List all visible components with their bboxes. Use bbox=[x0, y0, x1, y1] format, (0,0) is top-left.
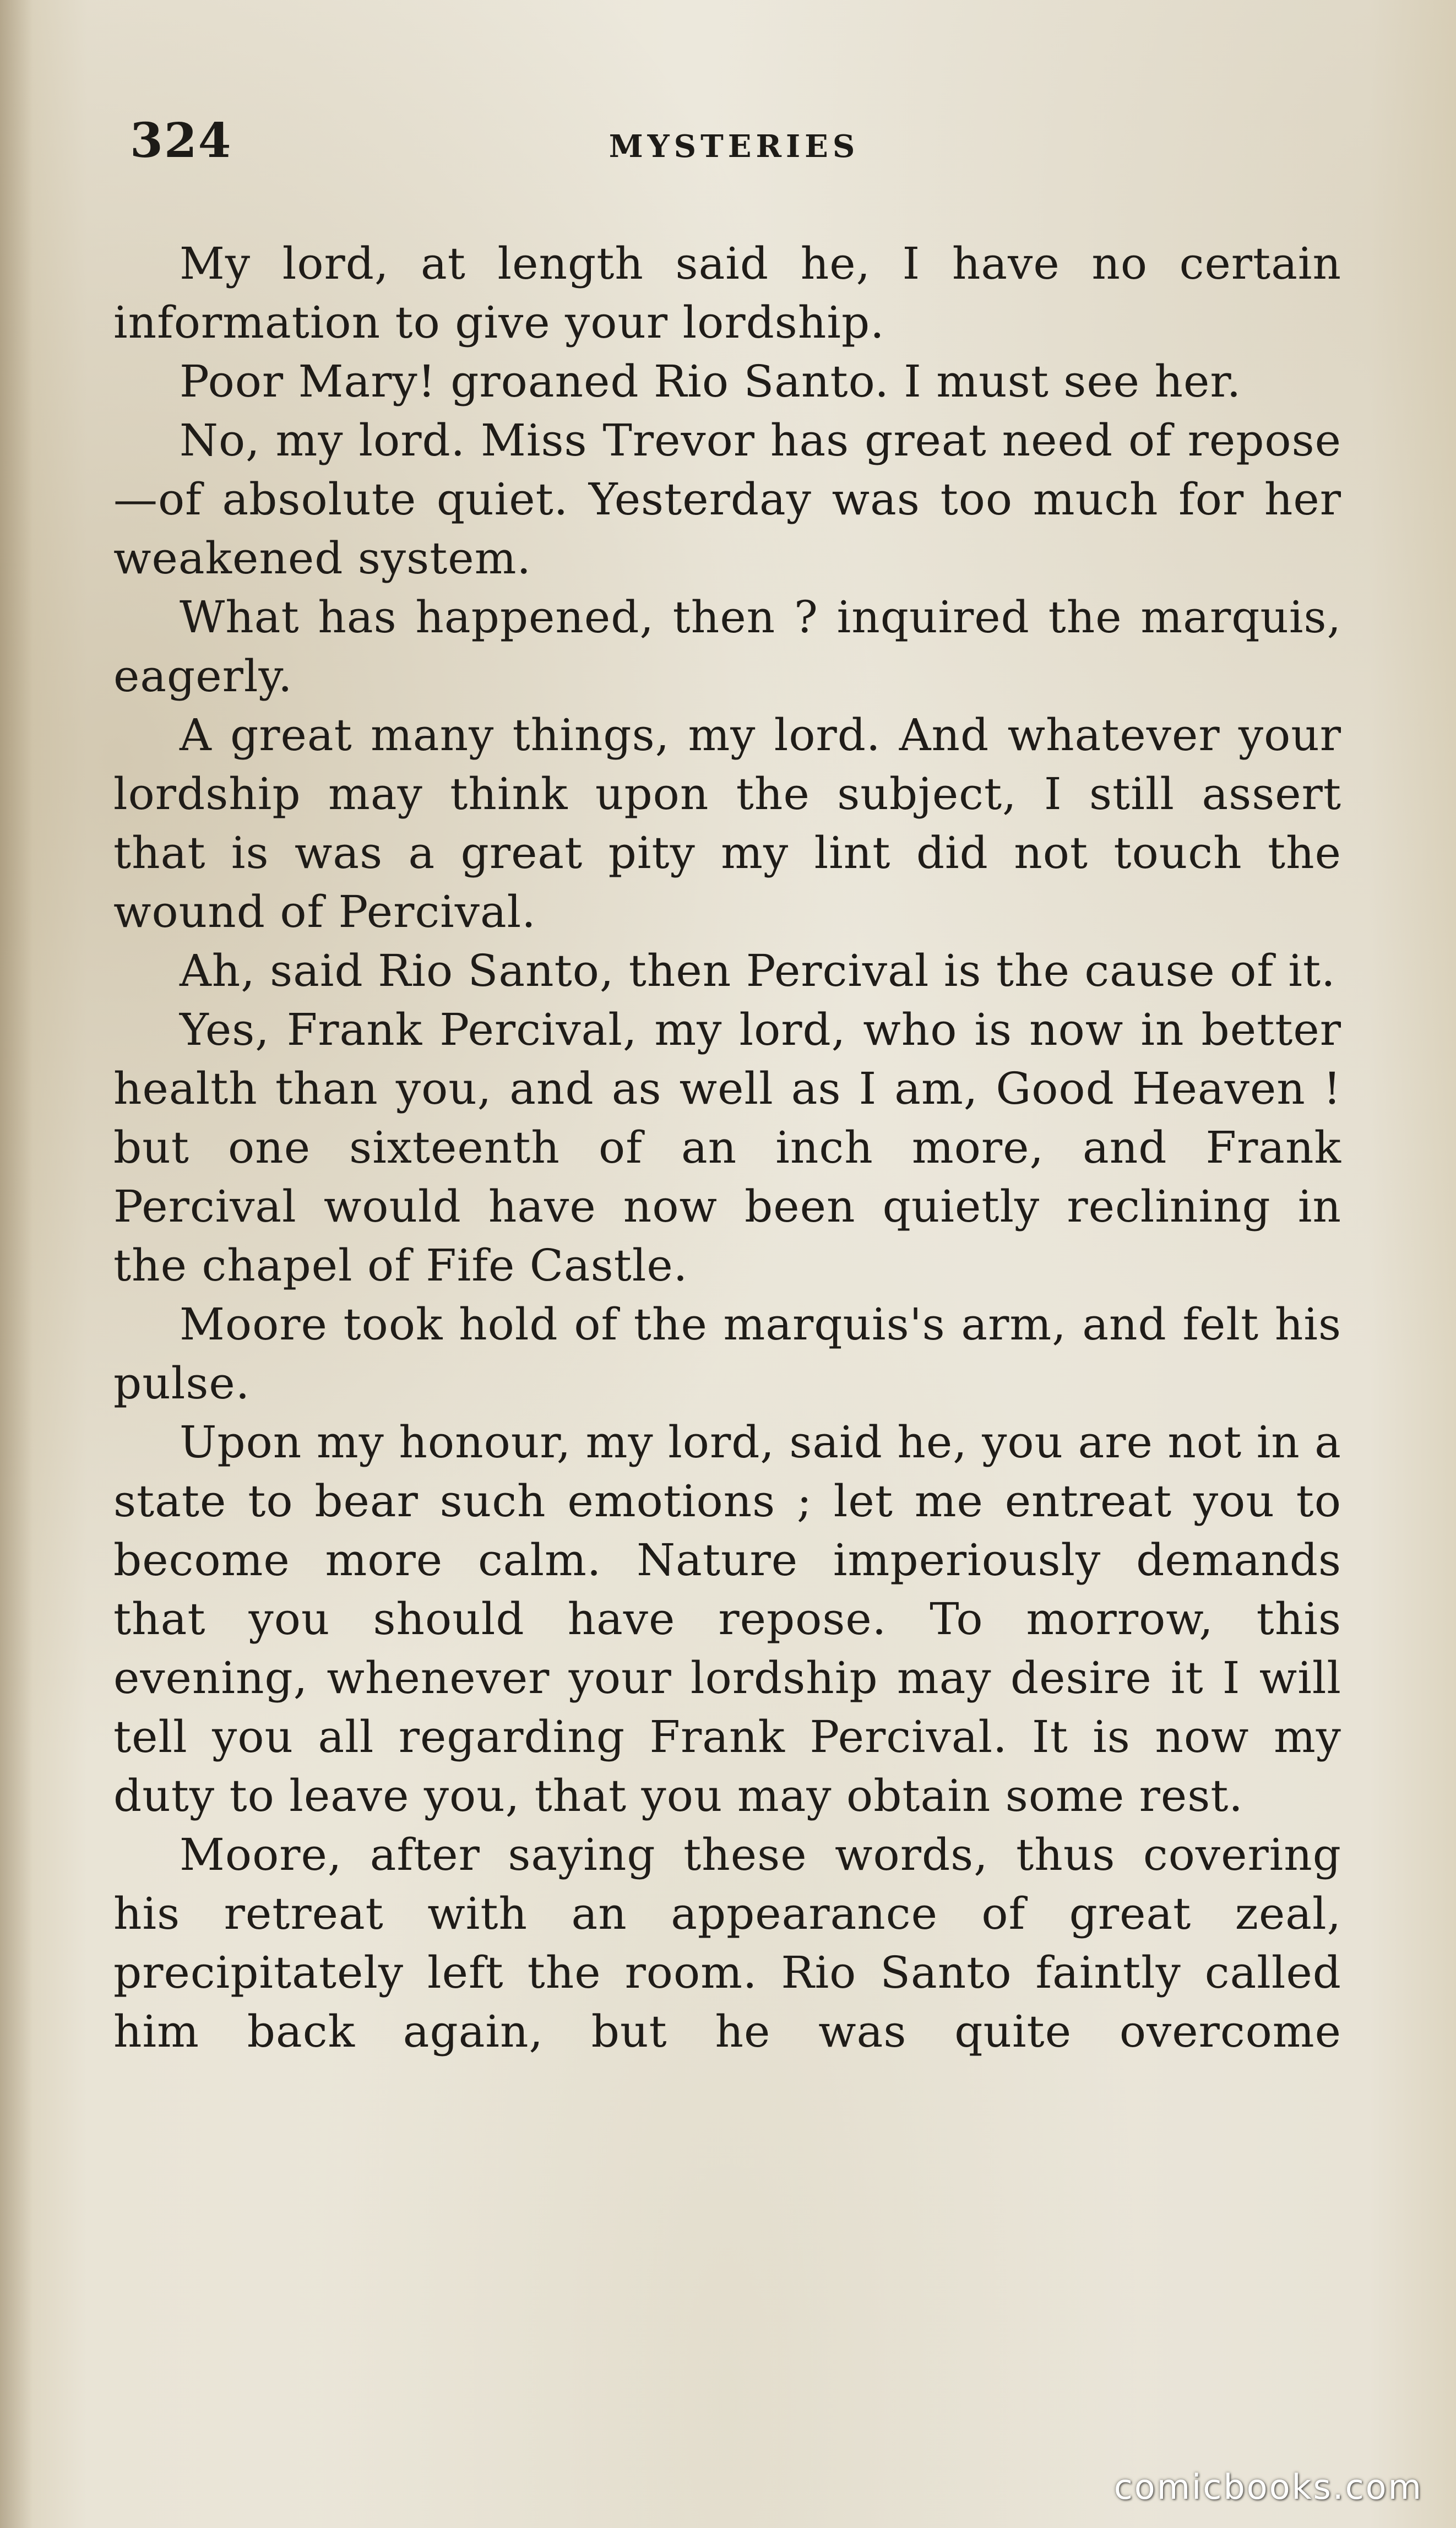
paragraph: Ah, said Rio Santo, then Percival is the cause of it. bbox=[180, 945, 1336, 996]
page-number: 324 bbox=[130, 113, 232, 169]
paragraph: My lord, at length said he, I have no certain information to give your lordship. bbox=[113, 238, 1341, 348]
body-text bbox=[113, 234, 1341, 2061]
paragraph: What has happened, then ? inquired the marquis, eagerly. bbox=[113, 592, 1341, 702]
paragraph: Moore took hold of the marquis's arm, and felt his pulse. bbox=[113, 1299, 1341, 1409]
paragraph: Upon my honour, my lord, said he, you are not in a state to bear such emotions ; let me entreat you to become more calm. Nature imperiously demands that you should have repose. To morrow, this evening, whenever your lordship may desire it I will tell you all regarding Frank Percival. It is now my duty to leave you, that you may obtain some rest. bbox=[113, 1417, 1341, 1821]
paragraph: Yes, Frank Percival, my lord, who is now in better health than you, and as well as I am, Good Heaven ! but one sixteenth of an inch more, and Frank Percival would have now been quietly reclining in the chapel of Fife Castle. bbox=[113, 1004, 1341, 1291]
paragraph: No, my lord. Miss Trevor has great need of repose—of absolute quiet. Yesterday was too much for her weakened system. bbox=[113, 415, 1341, 584]
paragraph: Poor Mary! groaned Rio Santo. I must see her. bbox=[180, 356, 1242, 407]
running-head: MYSTERIES bbox=[609, 128, 860, 165]
page-edge-shadow bbox=[0, 0, 33, 2528]
paragraph: Moore, after saying these words, thus covering his retreat with an appearance of great zeal, precipitately left the room. Rio Santo faintly called him back again, but he was quite overcome bbox=[113, 1829, 1341, 2057]
page-header bbox=[130, 113, 1338, 173]
paragraph: A great many things, my lord. And whatever your lordship may think upon the subject, I still assert that is was a great pity my lint did not touch the wound of Percival. bbox=[113, 709, 1341, 937]
watermark: comicbooks.com bbox=[1113, 2467, 1423, 2507]
